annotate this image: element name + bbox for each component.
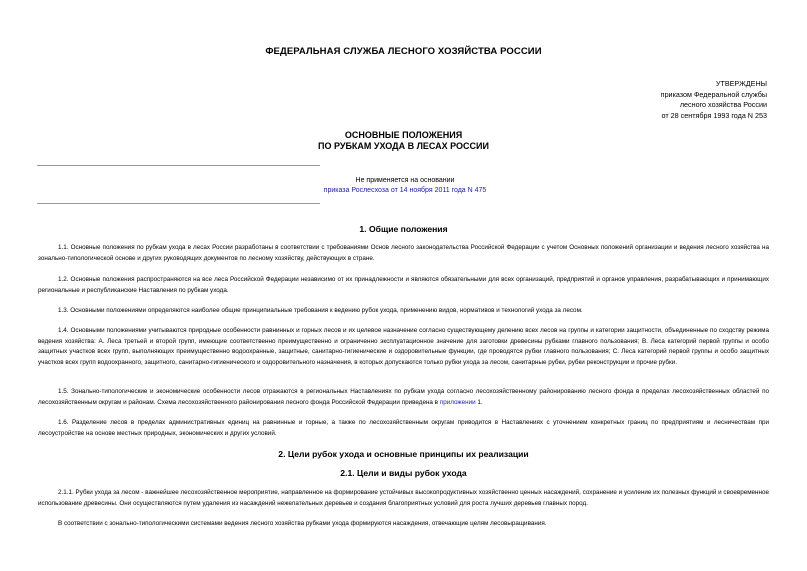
subsection-2-1-heading: 2.1. Цели и виды рубок ухода — [340, 468, 467, 478]
paragraph-1-1: 1.1. Основные положения по рубкам ухода в лесах России разработаны в соответствии с требованиями Основ лесного законодательства Российской Федерации с учетом Основных положений организации и ведения лесного хозяйства на зонально-типологической основе и других руководящих документов по лесному хозяйству, действующих в стране. — [38, 244, 769, 262]
status-text: Не применяется на основании — [355, 177, 455, 184]
paragraph-2-1-2: В соответствии с зонально-типологическими системами ведения лесного хозяйства рубками ухода формируются насаждения, отвечающие целям лесовыращивания. — [58, 520, 547, 527]
document-title — [0, 130, 807, 152]
approval-block — [661, 79, 767, 121]
paragraph-1-6: 1.6. Разделение лесов в пределах административных единиц на равнинные и горные, а также по лесохозяйственным округам приводится в Наставлениях с уточнением конкретных границ по предприятиям и лесничествам при лесоустройстве на основе местных природных, экономических и других условий. — [38, 419, 769, 437]
divider-bottom — [37, 203, 320, 204]
approval-line: приказом Федеральной службы — [660, 89, 767, 99]
section-2-heading: 2. Цели рубок ухода и основные принципы их реализации — [278, 449, 529, 459]
paragraph-1-2: 1.2. Основные положения распространяются на все леса Российской Федерации независимо от их принадлежности и являются обязательными для всех организаций, предприятий и органов управления, разрабатывающих и принимающих региональные и республиканские Наставления по рубкам ухода. — [38, 276, 769, 294]
status-link[interactable]: приказа Рослесхоза от 14 ноября 2011 года N 475 — [323, 187, 487, 194]
approval-line: лесного хозяйства России — [679, 100, 767, 109]
paragraph-1-5-text: 1.5. Зонально-типологические и экономические особенности лесов отражаются в региональных Наставлениях по рубкам ухода согласно лесохозяйственному районированию лесного фонда в пределах лесохозяйственных областей по лесохозяйственным округам и районам. Схема лесохозяйственного районирования лесного фонда Российской Федерации приведена в — [38, 388, 769, 406]
status-note — [280, 176, 530, 196]
approval-line: от 28 сентября 1993 года N 253 — [661, 110, 767, 120]
paragraph-1-5 — [38, 387, 769, 408]
title-line: ОСНОВНЫЕ ПОЛОЖЕНИЯ — [344, 130, 463, 140]
paragraph-1-3: 1.3. Основными положениями определяются наиболее общие принципиальные требования к ведению рубок ухода, применению видов, нормативов и технологий ухода за лесом. — [58, 307, 583, 314]
title-line: ПО РУБКАМ УХОДА В ЛЕСАХ РОССИИ — [318, 141, 489, 151]
paragraph-2-1-1: 2.1.1. Рубки ухода за лесом - важнейшее лесохозяйственное мероприятие, направленное на формирование устойчивых высокопродуктивных хозяйственно ценных насаждений, сохранение и усиление их полезных функций и своевременное использование древесины. Они осуществляются путем удаления из насаждений нежелательных деревьев и создания благоприятных условий для роста лучших деревьев главных пород. — [38, 489, 769, 507]
paragraph-1-4: 1.4. Основными положениями учитываются природные особенности равнинных и горных лесов и их целевое назначение согласно существующему делению всех лесов на группы и категории защитности, объединенные по сходству режима ведения хозяйства: А. Леса третьей и второй групп, имеющие соответственно преимущественно и ограниченно эксплуатационное значение для заготовки древесины рубками главного пользования; В. Леса категорий первой группы и особо защитных участков всех групп, выполняющих преимущественно водоохранные, защитные, санитарно-гигиенические и оздоровительные функции, где проводятся рубки главного пользования; С. Леса категорий первой группы и особо защитных участков всех групп водоохранного, защитного, санитарно-гигиенического и оздоровительного назначения, в которых допускаются только рубки ухода за лесом, санитарные рубки, рубки реконструкции и прочие рубки. — [38, 327, 769, 366]
approval-line: УТВЕРЖДЕНЫ — [715, 79, 767, 88]
agency-header: ФЕДЕРАЛЬНАЯ СЛУЖБА ЛЕСНОГО ХОЗЯЙСТВА РОССИИ — [265, 46, 542, 57]
paragraph-1-5-tail: 1. — [475, 398, 483, 406]
appendix-link[interactable]: приложении — [439, 398, 476, 406]
section-1-heading: 1. Общие положения — [359, 224, 448, 234]
divider-top — [37, 165, 320, 166]
